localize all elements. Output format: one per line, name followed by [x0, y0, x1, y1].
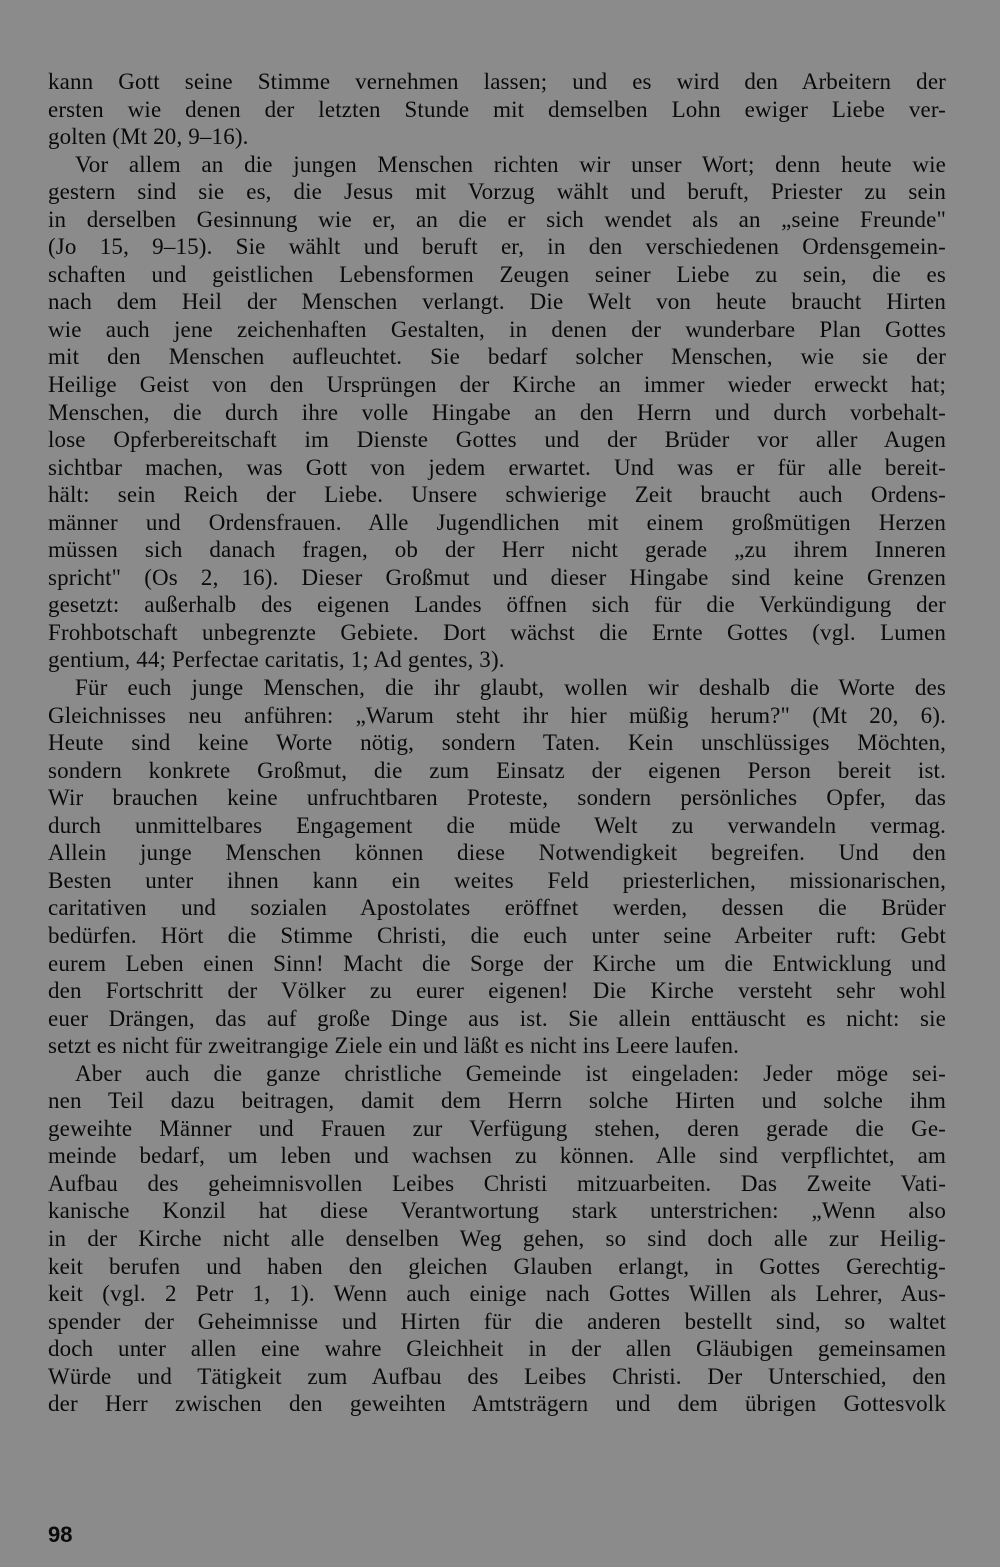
page-number: 98 — [48, 1522, 73, 1547]
text-line: Allein junge Menschen können diese Notwendigkeit begreifen. Und den — [48, 840, 946, 866]
text-line: wie auch jene zeichenhaften Gestalten, in denen der wunderbare Plan Gottes — [48, 316, 946, 342]
text-line: männer und Ordensfrauen. Alle Jugendlichen mit einem großmütigen Herzen — [48, 509, 946, 535]
text-line: (Jo 15, 9–15). Sie wählt und beruft er, in den verschiedenen Ordensgemein- — [48, 234, 946, 260]
text-line: kann Gott seine Stimme vernehmen lassen; und es wird den Arbeitern der — [48, 69, 946, 94]
body-text — [48, 68, 946, 1418]
text-line: müssen sich danach fragen, ob der Herr nicht gerade „zu ihrem Inneren — [48, 537, 946, 563]
text-line: Gleichnisses neu anführen: „Warum steht ihr hier müßig herum?" (Mt 20, 6). — [48, 702, 946, 728]
text-line: sichtbar machen, was Gott von jedem erwartet. Und was er für alle bereit- — [48, 454, 946, 480]
text-line: schaften und geistlichen Lebensformen Zeugen seiner Liebe zu sein, die es — [48, 261, 946, 287]
text-line: gentium, 44; Perfectae caritatis, 1; Ad gentes, 3). — [48, 647, 505, 673]
text-line: bedürfen. Hört die Stimme Christi, die euch unter seine Arbeiter ruft: Gebt — [48, 922, 946, 948]
text-line: lose Opferbereitschaft im Dienste Gottes und der Brüder vor aller Augen — [48, 427, 946, 453]
text-line: nen Teil dazu beitragen, damit dem Herrn solche Hirten und solche ihm — [48, 1088, 946, 1114]
text-line: sondern konkrete Großmut, die zum Einsatz der eigenen Person bereit ist. — [48, 757, 946, 783]
text-line: caritativen und sozialen Apostolates eröffnet werden, dessen die Brüder — [48, 895, 946, 921]
paragraph — [48, 1060, 946, 1418]
text-line: meinde bedarf, um leben und wachsen zu können. Alle sind verpflichtet, am — [48, 1143, 946, 1169]
text-line: in derselben Gesinnung wie er, an die er sich wendet als an „seine Freunde" — [48, 206, 946, 232]
text-line: Besten unter ihnen kann ein weites Feld priesterlichen, missionarischen, — [48, 867, 946, 893]
text-line: den Fortschritt der Völker zu eurer eigenen! Die Kirche versteht sehr wohl — [48, 978, 946, 1004]
text-line: Wir brauchen keine unfruchtbaren Proteste, sondern persönliches Opfer, das — [48, 785, 946, 811]
text-line: Menschen, die durch ihre volle Hingabe an den Herrn und durch vorbehalt- — [48, 399, 946, 425]
text-line: geweihte Männer und Frauen zur Verfügung stehen, deren gerade die Ge- — [48, 1115, 946, 1141]
text-line: spender der Geheimnisse und Hirten für die anderen bestellt sind, so waltet — [48, 1308, 946, 1334]
text-line: gestern sind sie es, die Jesus mit Vorzug wählt und beruft, Priester zu sein — [48, 179, 946, 205]
text-line: ersten wie denen der letzten Stunde mit demselben Lohn ewiger Liebe ver- — [48, 96, 946, 122]
text-line: spricht" (Os 2, 16). Dieser Großmut und dieser Hingabe sind keine Grenzen — [48, 564, 946, 590]
text-line: setzt es nicht für zweitrangige Ziele ein und läßt es nicht ins Leere laufen. — [48, 1033, 740, 1059]
text-line: keit (vgl. 2 Petr 1, 1). Wenn auch einige nach Gottes Willen als Lehrer, Aus- — [48, 1281, 946, 1307]
paragraph — [48, 151, 946, 674]
text-line: durch unmittelbares Engagement die müde Welt zu verwandeln vermag. — [48, 812, 946, 838]
text-line: Würde und Tätigkeit zum Aufbau des Leibes Christi. Der Unterschied, den — [48, 1363, 946, 1389]
text-line: Aufbau des geheimnisvollen Leibes Christi mitzuarbeiten. Das Zweite Vati- — [48, 1170, 946, 1196]
text-line: hält: sein Reich der Liebe. Unsere schwierige Zeit braucht auch Ordens- — [48, 482, 946, 508]
text-line: in der Kirche nicht alle denselben Weg gehen, so sind doch alle zur Heilig- — [48, 1225, 946, 1251]
text-line: der Herr zwischen den geweihten Amtsträgern und dem übrigen Gottesvolk — [48, 1391, 946, 1417]
text-line: Heute sind keine Worte nötig, sondern Taten. Kein unschlüssiges Möchten, — [48, 730, 946, 756]
text-line: euer Drängen, das auf große Dinge aus ist. Sie allein enttäuscht es nicht: sie — [48, 1005, 946, 1031]
text-line: nach dem Heil der Menschen verlangt. Die Welt von heute braucht Hirten — [48, 289, 946, 315]
text-line: doch unter allen eine wahre Gleichheit in der allen Gläubigen gemeinsamen — [48, 1336, 946, 1362]
text-line: gesetzt: außerhalb des eigenen Landes öffnen sich für die Verkündigung der — [48, 592, 946, 618]
text-line: kanische Konzil hat diese Verantwortung stark unterstrichen: „Wenn also — [48, 1198, 946, 1224]
text-line: Vor allem an die jungen Menschen richten wir unser Wort; denn heute wie — [75, 151, 946, 177]
text-line: Aber auch die ganze christliche Gemeinde ist eingeladen: Jeder möge sei- — [75, 1060, 946, 1086]
text-line: Heilige Geist von den Ursprüngen der Kirche an immer wieder erweckt hat; — [48, 372, 946, 398]
text-line: golten (Mt 20, 9–16). — [48, 124, 249, 150]
paragraph — [48, 674, 946, 1060]
text-line: eurem Leben einen Sinn! Macht die Sorge der Kirche um die Entwicklung und — [48, 950, 946, 976]
text-line: mit den Menschen aufleuchtet. Sie bedarf solcher Menschen, wie sie der — [48, 344, 946, 370]
text-line: Frohbotschaft unbegrenzte Gebiete. Dort wächst die Ernte Gottes (vgl. Lumen — [48, 619, 946, 645]
paragraph — [48, 68, 946, 151]
text-line: keit berufen und haben den gleichen Glauben erlangt, in Gottes Gerechtig- — [48, 1253, 946, 1279]
text-line: Für euch junge Menschen, die ihr glaubt, wollen wir deshalb die Worte des — [75, 675, 946, 701]
